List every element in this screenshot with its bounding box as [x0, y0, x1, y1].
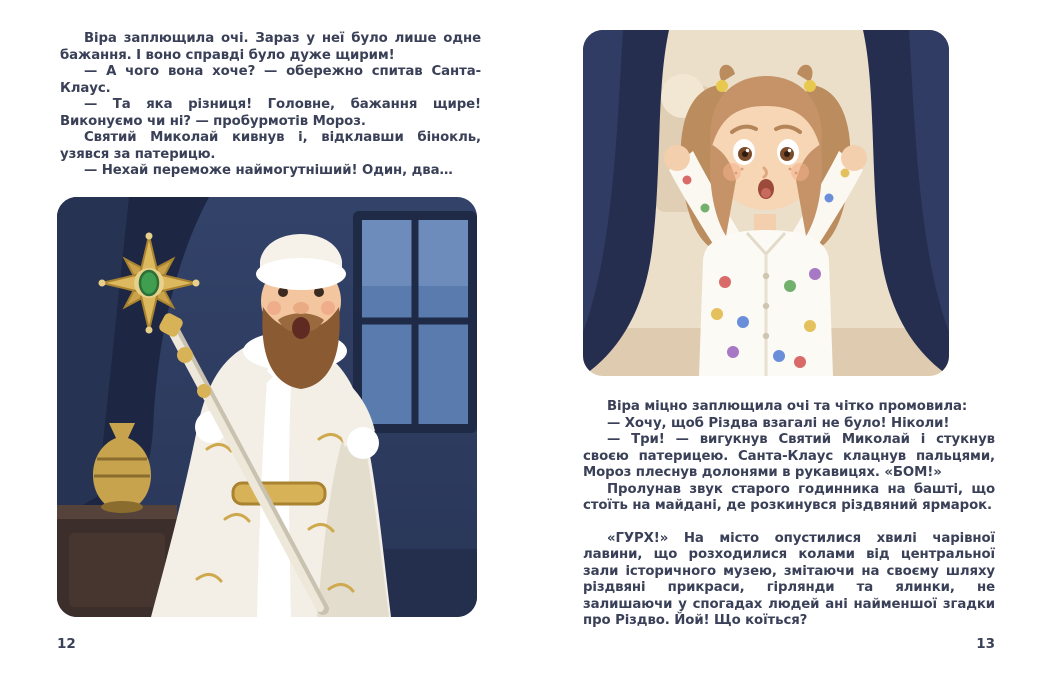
- paragraph: — Та яка різниця! Головне, бажання щире! Виконуємо чи ні? — пробурмотів Мороз.: [60, 97, 481, 129]
- hand: [841, 145, 867, 171]
- hair-tie: [804, 80, 816, 92]
- girl-curtain-scene: [583, 30, 949, 376]
- hand: [664, 145, 690, 171]
- page-number-right: 13: [976, 636, 995, 652]
- night-room-scene: [57, 197, 477, 617]
- paragraph: — А чого вона хоче? — обережно спитав Санта-Клаус.: [60, 64, 481, 96]
- page-number-left: 12: [57, 636, 76, 652]
- paragraph: Віра міцно заплющила очі та чітко промовила:: [607, 399, 968, 414]
- glove: [347, 427, 379, 459]
- window: [353, 211, 477, 433]
- paragraph: — Нехай переможе наймогутніший! Один, два…: [84, 163, 453, 178]
- paragraph: Віра заплющила очі. Зараз у неї було лише одне бажання. І воно справді було дуже щирим!: [60, 31, 481, 63]
- paragraph: «ГУРХ!» На місто опустилися хвилі чарівної лавини, що розходилися колами від центральної зали історичного музею, змітаючи на своєму шляху різдвяні прикраси, гірлянди та ялинки, не залишаючи у спогадах людей ані найменшої згадки про Різдво. Йой! Що коїться?: [583, 530, 995, 628]
- green-gem: [140, 271, 158, 295]
- left-page-text: [60, 31, 481, 180]
- paragraph: — Три! — вигукнув Святий Миколай і стукнув своєю патерицею. Санта-Клаус клацнув пальцями, Мороз плеснув долонями в рукавицях. «БОМ!»: [583, 432, 995, 480]
- paragraph: Святий Миколай кивнув і, відклавши бінокль, узявся за патерицю.: [60, 130, 481, 162]
- paragraph: Пролунав звук старого годинника на башті, що стоїть на майдані, де розкинувся різдвяний ярмарок.: [583, 481, 995, 513]
- illustration-saint-nicholas-with-staff: [57, 197, 477, 617]
- illustration-girl-holding-curtains: [583, 30, 949, 376]
- paragraph: — Хочу, щоб Різдва взагалі не було! Ніколи!: [607, 415, 950, 431]
- hair-tie: [716, 80, 728, 92]
- right-page-text: [583, 399, 995, 630]
